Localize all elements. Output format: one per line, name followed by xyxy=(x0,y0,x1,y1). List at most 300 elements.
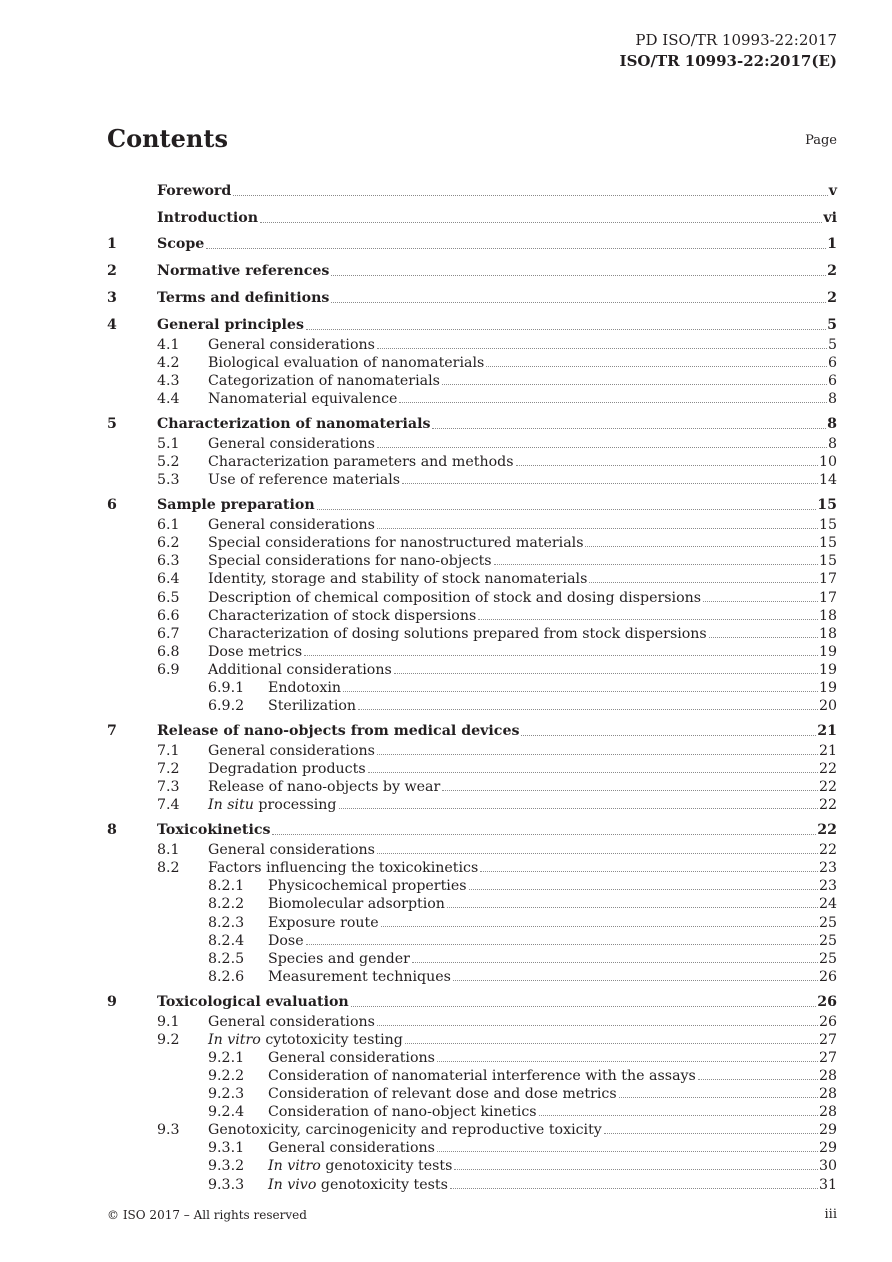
toc-entry[interactable] xyxy=(107,471,837,489)
toc-entry[interactable] xyxy=(107,679,837,697)
toc-entry-title-text: Description of chemical composition of stock and dosing dispersions xyxy=(208,589,702,606)
toc-entry-title-text: Consideration of relevant dose and dose metrics xyxy=(268,1086,617,1103)
toc-entry-number: 8.2.4 xyxy=(208,932,245,949)
toc-entry-page: 22 xyxy=(818,761,837,778)
toc-entry-title xyxy=(208,552,492,570)
toc-entry-number: 9.2.4 xyxy=(208,1104,245,1121)
toc-entry-title xyxy=(157,287,329,309)
toc-leader-dots xyxy=(619,1097,818,1098)
toc-entry-page: 22 xyxy=(817,822,837,839)
toc-entry-title xyxy=(157,819,270,841)
toc-entry-number: 9.3 xyxy=(157,1122,180,1139)
toc-entry[interactable] xyxy=(107,588,837,606)
toc-entry[interactable] xyxy=(107,607,837,625)
toc-entry-number: 4.2 xyxy=(157,354,180,371)
toc-leader-dots xyxy=(703,601,818,602)
toc-entry-number: 8.2.3 xyxy=(208,914,245,931)
toc-entry-title-text: Scope xyxy=(157,236,205,253)
toc-entry-title-text: Sterilization xyxy=(268,698,357,715)
toc-entry-page: 2 xyxy=(827,289,837,306)
toc-entry-number: 8.2.5 xyxy=(208,950,245,967)
toc-entry-title xyxy=(208,760,366,778)
toc-leader-dots xyxy=(480,871,818,872)
toc-entry-number: 5 xyxy=(107,415,117,432)
toc-leader-dots xyxy=(454,1169,818,1170)
toc-entry-title-text: Characterization of stock dispersions xyxy=(208,607,477,624)
toc-entry[interactable] xyxy=(107,229,837,256)
toc-entry-title-text: Biological evaluation of nanomaterials xyxy=(208,354,485,371)
toc-entry[interactable] xyxy=(107,968,837,986)
toc-entry-number: 6 xyxy=(107,497,117,514)
toc-entry-number: 4.3 xyxy=(157,373,180,390)
toc-entry-title xyxy=(208,625,707,643)
toc-entry-page: 15 xyxy=(818,535,837,552)
toc-leader-dots xyxy=(233,195,827,196)
toc-entry-page: 6 xyxy=(827,373,837,390)
toc-entry-number: 8.2.6 xyxy=(208,968,245,985)
toc-entry-number: 9 xyxy=(107,993,117,1010)
toc-entry-page: 28 xyxy=(818,1067,837,1084)
page-title: Contents xyxy=(107,124,228,153)
toc-leader-dots xyxy=(343,691,818,692)
toc-entry-number: 4.1 xyxy=(157,336,180,353)
toc-entry[interactable] xyxy=(107,932,837,950)
toc-entry-page: 31 xyxy=(818,1176,837,1193)
document-header xyxy=(620,30,837,72)
toc-entry-number: 7.2 xyxy=(157,761,180,778)
toc-entry-title xyxy=(157,314,304,336)
toc-leader-dots xyxy=(306,944,818,945)
toc-entry-title-text: General considerations xyxy=(268,1140,435,1157)
toc-entry[interactable] xyxy=(107,841,837,859)
toc-entry-title-text: Special considerations for nano-objects xyxy=(208,553,492,570)
toc-entry-page: 5 xyxy=(827,336,837,353)
toc-entry-title-italic: In vitro xyxy=(208,1031,261,1048)
toc-leader-dots xyxy=(469,889,818,890)
toc-entry-page: 27 xyxy=(818,1049,837,1066)
toc-entry-title-text: General considerations xyxy=(208,517,375,534)
toc-entry-title-italic: In vitro xyxy=(268,1158,321,1175)
toc-entry[interactable] xyxy=(107,309,837,336)
toc-entry-page: 18 xyxy=(818,607,837,624)
toc-entry-number: 9.3.3 xyxy=(208,1176,245,1193)
toc-leader-dots xyxy=(478,619,818,620)
toc-entry-page: 20 xyxy=(818,698,837,715)
toc-entry[interactable] xyxy=(107,796,837,814)
toc-entry-number: 8.1 xyxy=(157,842,180,859)
toc-leader-dots xyxy=(306,329,826,330)
toc-entry-page: 25 xyxy=(818,932,837,949)
toc-entry-page: 6 xyxy=(827,354,837,371)
toc-leader-dots xyxy=(516,465,818,466)
toc-entry-page: 26 xyxy=(818,1013,837,1030)
toc-entry-title-text: Biomolecular adsorption xyxy=(268,896,445,913)
toc-leader-dots xyxy=(604,1133,818,1134)
toc-entry-page: 24 xyxy=(818,896,837,913)
toc-entry-page: 21 xyxy=(818,742,837,759)
toc-leader-dots xyxy=(709,637,818,638)
toc-leader-dots xyxy=(399,402,827,403)
toc-leader-dots xyxy=(317,509,817,510)
toc-entry-number: 6.7 xyxy=(157,625,180,642)
toc-entry[interactable] xyxy=(107,372,837,390)
header-line-1: PD ISO/TR 10993-22:2017 xyxy=(635,31,837,49)
toc-entry-title-text: Physicochemical properties xyxy=(268,878,467,895)
toc-entry-title-text: genotoxicity tests xyxy=(320,1158,453,1175)
toc-entry-page: 25 xyxy=(818,914,837,931)
toc-entry-title-text: Special considerations for nanostructured materials xyxy=(208,535,584,552)
toc-entry[interactable] xyxy=(107,336,837,354)
toc-entry-title xyxy=(208,607,476,625)
toc-entry-number: 6.9.2 xyxy=(208,698,245,715)
toc-entry-title-text: General considerations xyxy=(208,1013,375,1030)
toc-entry-title xyxy=(268,950,410,968)
toc-leader-dots xyxy=(377,853,818,854)
toc-entry-number: 4 xyxy=(107,316,117,333)
toc-entry-title-text: Characterization of dosing solutions prepared from stock dispersions xyxy=(208,625,707,642)
toc-entry[interactable] xyxy=(107,1175,837,1193)
toc-entry-page: 27 xyxy=(818,1031,837,1048)
toc-entry-title-text: Terms and definitions xyxy=(157,289,330,306)
toc-entry-page: 10 xyxy=(818,454,837,471)
toc-entry-title xyxy=(208,643,302,661)
toc-entry[interactable] xyxy=(107,552,837,570)
toc-entry-title-text: Sample preparation xyxy=(157,497,315,514)
toc-entry-title xyxy=(208,661,392,679)
toc-entry-title-text: Nanomaterial equivalence xyxy=(208,391,398,408)
toc-entry-number: 6.8 xyxy=(157,643,180,660)
toc-entry[interactable] xyxy=(107,390,837,408)
toc-entry-page: 18 xyxy=(818,625,837,642)
toc-leader-dots xyxy=(442,790,818,791)
toc-entry[interactable] xyxy=(107,1103,837,1121)
toc-entry[interactable] xyxy=(107,697,837,715)
toc-entry-title-text: Toxicological evaluation xyxy=(157,993,349,1010)
toc-entry-title-text: Consideration of nano-object kinetics xyxy=(268,1104,537,1121)
toc-entry-title-text: Identity, storage and stability of stock nanomaterials xyxy=(208,571,588,588)
toc-entry-title-text: Introduction xyxy=(157,209,259,226)
toc-entry[interactable] xyxy=(107,643,837,661)
toc-entry-page: 19 xyxy=(818,679,837,696)
toc-entry-number: 5.3 xyxy=(157,472,180,489)
page-column-label: Page xyxy=(805,133,837,148)
toc-leader-dots xyxy=(450,1188,818,1189)
toc-entry-title xyxy=(157,720,519,742)
toc-entry[interactable] xyxy=(107,715,837,742)
toc-entry[interactable] xyxy=(107,760,837,778)
toc-entry-title xyxy=(208,841,375,859)
toc-entry-page: 17 xyxy=(818,589,837,606)
toc-entry-page: 1 xyxy=(827,236,837,253)
toc-entry-title xyxy=(268,1067,696,1085)
toc-leader-dots xyxy=(377,447,827,448)
toc-entry[interactable] xyxy=(107,435,837,453)
toc-entry-title-text: General considerations xyxy=(208,742,375,759)
toc-entry-page: 22 xyxy=(818,779,837,796)
toc-entry-title xyxy=(208,372,440,390)
toc-entry-page: 28 xyxy=(818,1104,837,1121)
toc-entry-title-text: Categorization of nanomaterials xyxy=(208,373,440,390)
toc-entry-number: 3 xyxy=(107,289,117,306)
toc-entry-number: 8.2.2 xyxy=(208,896,245,913)
toc-entry[interactable] xyxy=(107,255,837,282)
toc-entry-title-text: Consideration of nanomaterial interference with the assays xyxy=(268,1067,696,1084)
toc-entry-page: 8 xyxy=(827,391,837,408)
toc-entry[interactable] xyxy=(107,516,837,534)
toc-entry[interactable] xyxy=(107,1067,837,1085)
toc-entry-number: 9.2.2 xyxy=(208,1067,245,1084)
toc-entry[interactable] xyxy=(107,986,837,1013)
toc-leader-dots xyxy=(412,962,818,963)
toc-entry-title xyxy=(208,859,478,877)
toc-entry[interactable] xyxy=(107,534,837,552)
toc-entry-title xyxy=(268,1085,617,1103)
toc-entry-number: 6.6 xyxy=(157,607,180,624)
toc-entry-page: 15 xyxy=(818,553,837,570)
toc-entry-page: 8 xyxy=(827,415,837,432)
toc-entry-number: 6.2 xyxy=(157,535,180,552)
toc-leader-dots xyxy=(368,772,818,773)
header-line-2: ISO/TR 10993-22:2017(E) xyxy=(619,52,837,70)
toc-entry-title-text: Dose metrics xyxy=(208,643,303,660)
toc-entry-title xyxy=(208,354,484,372)
toc-entry-title-text: genotoxicity tests xyxy=(316,1176,448,1193)
toc-entry[interactable] xyxy=(107,1121,837,1139)
toc-entry[interactable] xyxy=(107,778,837,796)
toc-leader-dots xyxy=(331,302,826,303)
toc-entry-title xyxy=(157,494,315,516)
toc-entry[interactable] xyxy=(107,742,837,760)
toc-entry-title xyxy=(208,534,583,552)
toc-leader-dots xyxy=(589,582,818,583)
toc-entry-title-text: General considerations xyxy=(208,336,375,353)
toc-entry-number: 6.9 xyxy=(157,661,180,678)
toc-entry-title-text: Exposure route xyxy=(268,914,379,931)
toc-entry[interactable] xyxy=(107,1049,837,1067)
toc-entry-page: 17 xyxy=(818,571,837,588)
toc-entry-page: 21 xyxy=(817,722,837,739)
toc-entry-title xyxy=(208,336,375,354)
toc-entry[interactable] xyxy=(107,175,837,202)
toc-entry-title xyxy=(208,589,701,607)
toc-entry-title-text: Release of nano-objects by wear xyxy=(208,779,441,796)
toc-entry-number: 9.2 xyxy=(157,1031,180,1048)
toc-leader-dots xyxy=(377,528,818,529)
toc-entry[interactable] xyxy=(107,354,837,372)
toc-entry-title-text: Degradation products xyxy=(208,761,366,778)
toc-entry-page: v xyxy=(828,182,837,199)
toc-entry[interactable] xyxy=(107,625,837,643)
toc-entry-title xyxy=(208,1121,602,1139)
toc-entry[interactable] xyxy=(107,408,837,435)
toc-entry-page: 2 xyxy=(827,263,837,280)
toc-leader-dots xyxy=(539,1115,818,1116)
toc-entry-title-italic: In vivo xyxy=(268,1176,317,1193)
toc-entry-page: 29 xyxy=(818,1140,837,1157)
toc-leader-dots xyxy=(521,735,816,736)
toc-leader-dots xyxy=(437,1061,818,1062)
toc-entry-page: 29 xyxy=(818,1122,837,1139)
toc-leader-dots xyxy=(377,1025,818,1026)
toc-entry-title xyxy=(208,1013,375,1031)
toc-entry-number: 8 xyxy=(107,822,117,839)
toc-entry-title-text: Genotoxicity, carcinogenicity and reproductive toxicity xyxy=(208,1122,602,1139)
toc-leader-dots xyxy=(272,834,816,835)
toc-leader-dots xyxy=(260,222,822,223)
toc-leader-dots xyxy=(377,348,827,349)
toc-entry-title-text: General considerations xyxy=(268,1049,435,1066)
footer-page-number: iii xyxy=(824,1207,837,1222)
toc-entry-page: 22 xyxy=(818,797,837,814)
toc-entry-number: 9.2.1 xyxy=(208,1049,245,1066)
toc-entry[interactable] xyxy=(107,859,837,877)
toc-entry[interactable] xyxy=(107,1085,837,1103)
toc-entry-number: 6.5 xyxy=(157,589,180,606)
toc-leader-dots xyxy=(304,655,818,656)
toc-entry-number: 9.1 xyxy=(157,1013,180,1030)
toc-entry-number: 6.3 xyxy=(157,553,180,570)
toc-entry-title-text: General considerations xyxy=(208,842,375,859)
toc-leader-dots xyxy=(437,1151,818,1152)
toc-entry-title-text: Characterization of nanomaterials xyxy=(157,415,431,432)
toc-entry-number: 7.4 xyxy=(157,797,180,814)
toc-entry[interactable] xyxy=(107,1139,837,1157)
toc-entry-title xyxy=(208,435,375,453)
toc-entry-page: 25 xyxy=(818,950,837,967)
toc-entry-number: 9.3.1 xyxy=(208,1140,245,1157)
toc-leader-dots xyxy=(585,546,817,547)
toc-entry-title xyxy=(208,516,375,534)
toc-entry-title xyxy=(268,1049,435,1067)
toc-entry-title xyxy=(208,471,400,489)
toc-entry-title xyxy=(157,991,349,1013)
toc-entry-number: 1 xyxy=(107,236,117,253)
toc-entry-title xyxy=(208,742,375,760)
toc-entry-title-text: Endotoxin xyxy=(268,679,342,696)
toc-entry[interactable] xyxy=(107,570,837,588)
toc-leader-dots xyxy=(394,673,818,674)
toc-entry-page: vi xyxy=(823,209,837,226)
toc-leader-dots xyxy=(442,384,827,385)
toc-leader-dots xyxy=(486,366,827,367)
toc-entry-number: 7 xyxy=(107,722,117,739)
toc-entry-page: 22 xyxy=(818,842,837,859)
toc-entry[interactable] xyxy=(107,661,837,679)
toc-entry-number: 5.1 xyxy=(157,436,180,453)
toc-entry-title xyxy=(268,697,356,715)
toc-entry[interactable] xyxy=(107,814,837,841)
table-of-contents xyxy=(107,175,837,1194)
toc-entry-title xyxy=(208,796,337,814)
toc-entry[interactable] xyxy=(107,1031,837,1049)
toc-entry-title xyxy=(268,1176,448,1194)
toc-entry-number: 9.2.3 xyxy=(208,1086,245,1103)
toc-entry-number: 6.4 xyxy=(157,571,180,588)
toc-entry-title xyxy=(157,180,231,202)
toc-entry[interactable] xyxy=(107,895,837,913)
toc-entry-title-text: processing xyxy=(253,797,337,814)
toc-entry-title xyxy=(208,453,514,471)
toc-entry-page: 30 xyxy=(818,1158,837,1175)
toc-entry-title-text: Use of reference materials xyxy=(208,472,401,489)
toc-entry-number: 6.1 xyxy=(157,517,180,534)
toc-entry-title-italic: In situ xyxy=(208,797,254,814)
toc-leader-dots xyxy=(453,980,818,981)
footer-copyright: © ISO 2017 – All rights reserved xyxy=(107,1208,307,1222)
toc-entry-title-text: Normative references xyxy=(157,263,330,280)
toc-entry-page: 26 xyxy=(818,968,837,985)
toc-leader-dots xyxy=(358,709,818,710)
toc-leader-dots xyxy=(405,1043,818,1044)
toc-entry-page: 8 xyxy=(827,436,837,453)
toc-entry-title xyxy=(157,413,430,435)
toc-leader-dots xyxy=(494,564,818,565)
toc-entry-page: 23 xyxy=(818,860,837,877)
toc-entry[interactable] xyxy=(107,1013,837,1031)
toc-leader-dots xyxy=(402,483,818,484)
toc-entry[interactable] xyxy=(107,282,837,309)
toc-entry-title-text: Dose xyxy=(268,932,304,949)
toc-entry-title xyxy=(157,260,329,282)
toc-entry-page: 5 xyxy=(827,316,837,333)
toc-entry-title xyxy=(157,233,204,255)
toc-leader-dots xyxy=(432,428,826,429)
toc-leader-dots xyxy=(698,1079,818,1080)
toc-entry-number: 8.2 xyxy=(157,860,180,877)
toc-leader-dots xyxy=(331,275,826,276)
toc-entry-title-text: Additional considerations xyxy=(208,661,392,678)
toc-entry-title-text: General considerations xyxy=(208,436,375,453)
toc-entry-title xyxy=(208,778,440,796)
toc-entry-title-text: Toxicokinetics xyxy=(157,822,271,839)
toc-leader-dots xyxy=(381,926,818,927)
toc-entry-title xyxy=(268,932,304,950)
toc-entry-title xyxy=(268,895,445,913)
toc-entry-number: 9.3.2 xyxy=(208,1158,245,1175)
toc-entry-number: 2 xyxy=(107,263,117,280)
toc-entry-title-text: Foreword xyxy=(157,182,232,199)
toc-entry-page: 15 xyxy=(818,517,837,534)
toc-entry[interactable] xyxy=(107,489,837,516)
toc-entry-page: 23 xyxy=(818,878,837,895)
toc-entry[interactable] xyxy=(107,950,837,968)
toc-entry-title xyxy=(268,914,379,932)
toc-entry-page: 14 xyxy=(818,472,837,489)
toc-entry-number: 6.9.1 xyxy=(208,679,245,696)
toc-entry-page: 15 xyxy=(817,497,837,514)
toc-entry-title-text: Species and gender xyxy=(268,950,410,967)
toc-entry-title xyxy=(268,679,341,697)
toc-entry-title-text: cytotoxicity testing xyxy=(260,1031,403,1048)
toc-entry-title-text: Factors influencing the toxicokinetics xyxy=(208,860,479,877)
toc-leader-dots xyxy=(351,1006,817,1007)
toc-entry-number: 8.2.1 xyxy=(208,878,245,895)
toc-entry[interactable] xyxy=(107,202,837,229)
toc-entry-page: 19 xyxy=(818,661,837,678)
toc-entry-title xyxy=(268,1157,452,1175)
toc-entry[interactable] xyxy=(107,877,837,895)
toc-entry-page: 19 xyxy=(818,643,837,660)
toc-entry-title xyxy=(268,1139,435,1157)
toc-entry-title xyxy=(268,1103,537,1121)
toc-entry-number: 7.3 xyxy=(157,779,180,796)
toc-entry-title xyxy=(268,968,451,986)
toc-entry[interactable] xyxy=(107,453,837,471)
toc-entry-title-text: General principles xyxy=(157,316,304,333)
toc-entry[interactable] xyxy=(107,913,837,931)
toc-entry[interactable] xyxy=(107,1157,837,1175)
toc-leader-dots xyxy=(339,808,818,809)
